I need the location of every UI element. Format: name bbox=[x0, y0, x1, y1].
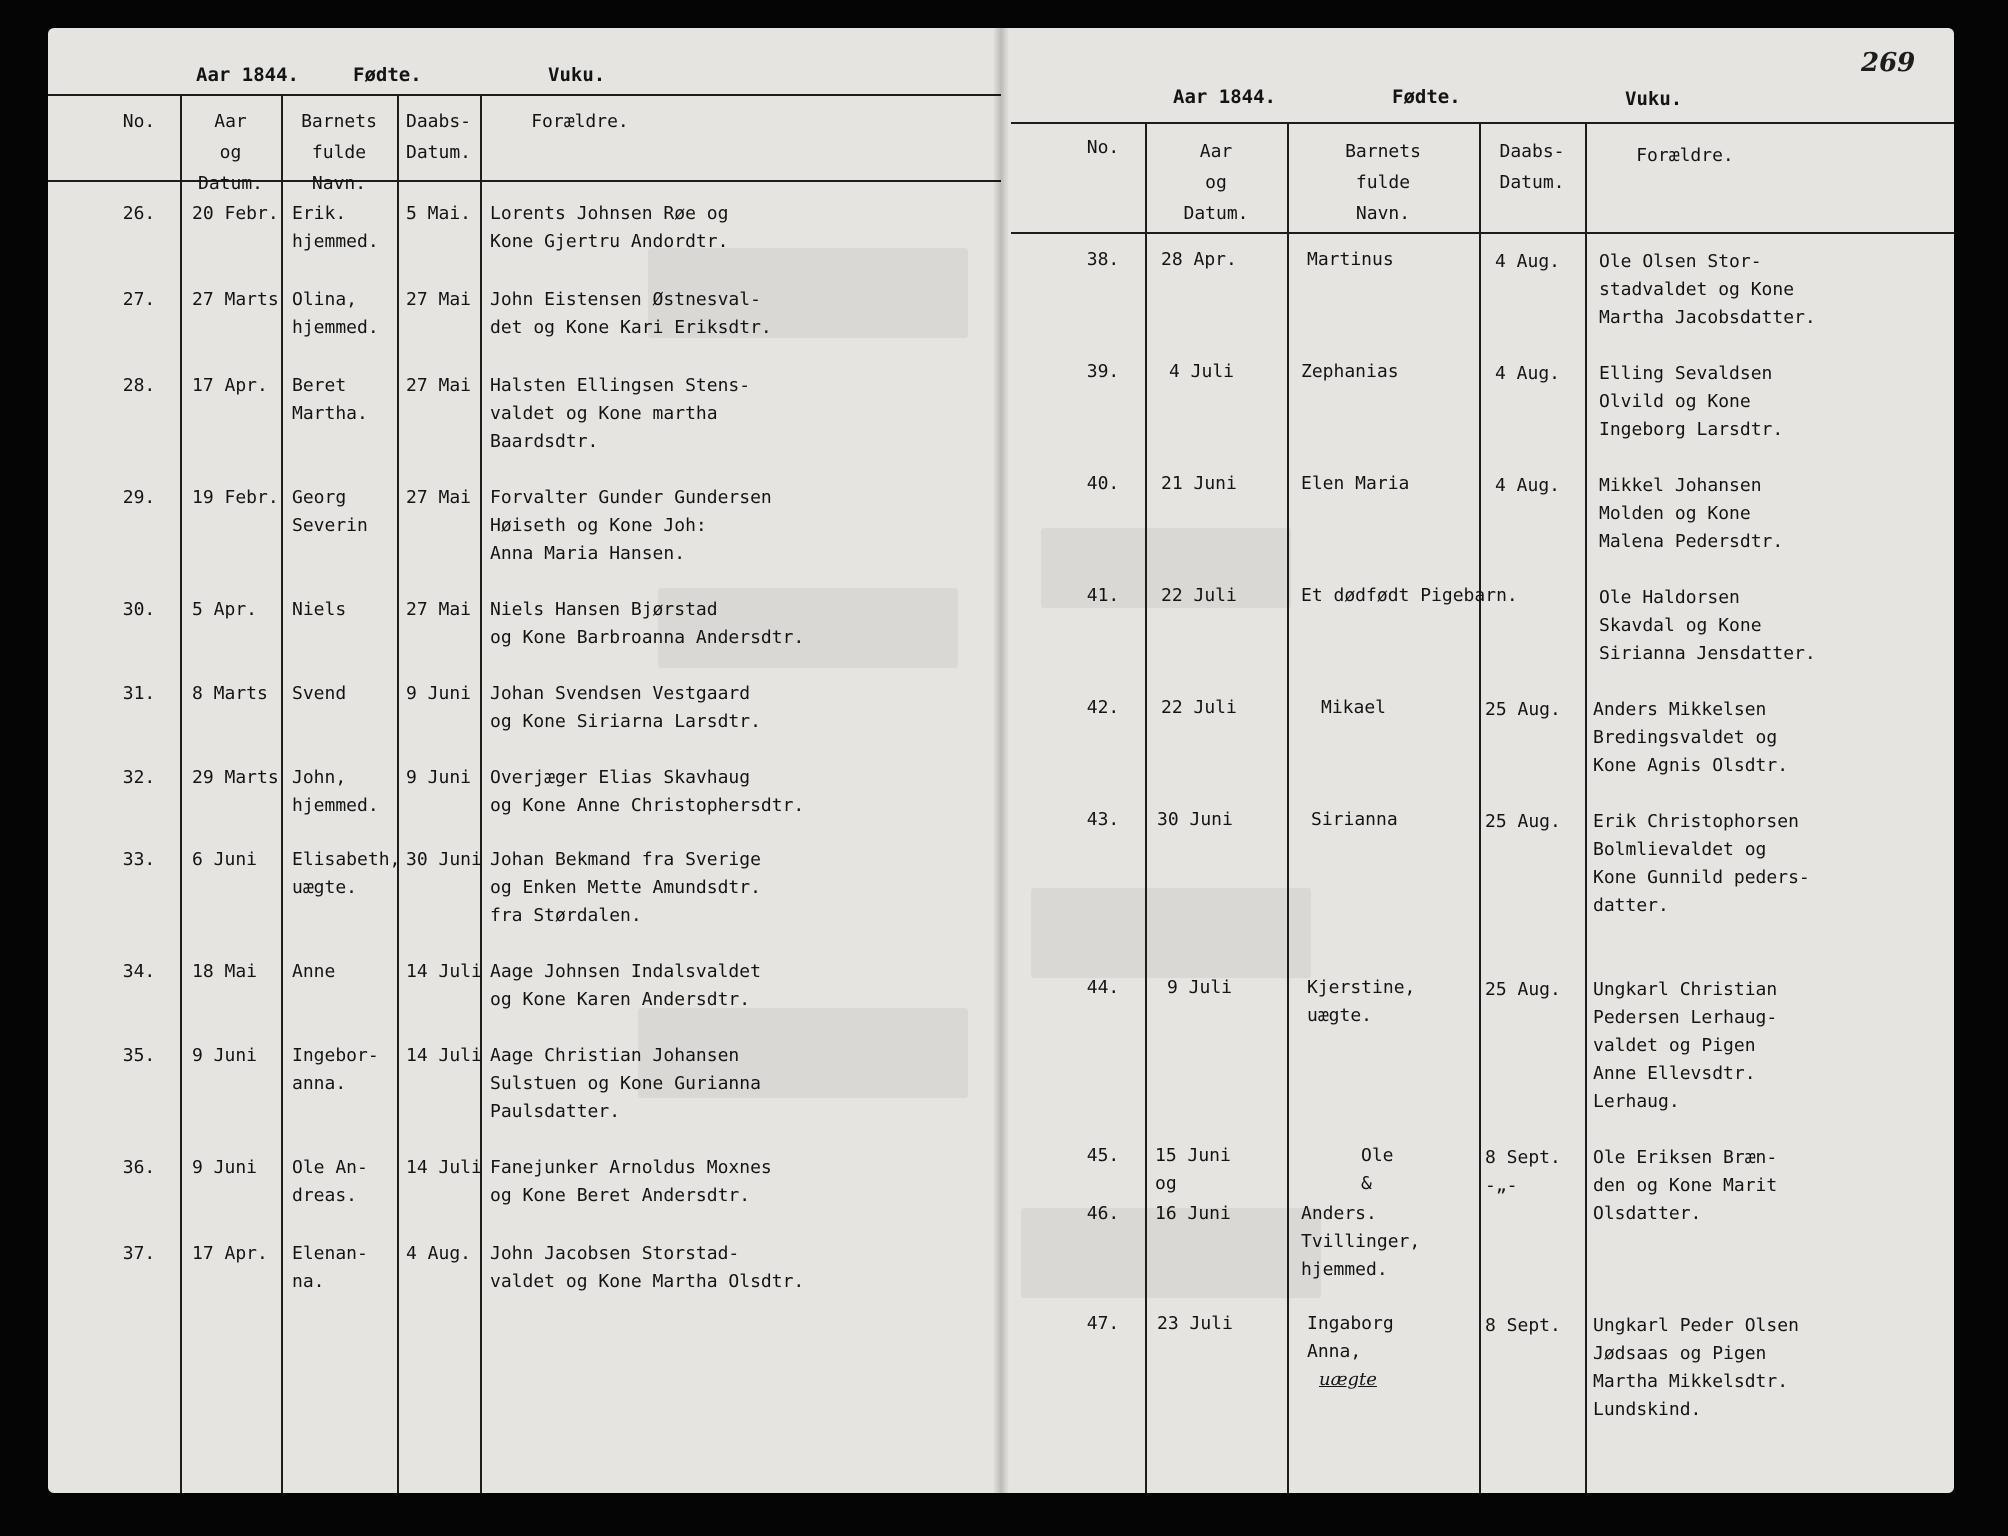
entry-no: 32. bbox=[122, 767, 156, 788]
left-page bbox=[48, 28, 1001, 1493]
entry-date: 15 Juni og bbox=[1155, 1145, 1231, 1194]
col-head-parents: Forældre. bbox=[1636, 145, 1734, 166]
entry-parents: Ungkarl Peder Olsen Jødsaas og Pigen Martha Mikkelsdtr. Lundskind. bbox=[1593, 1315, 1799, 1420]
book-gutter bbox=[993, 28, 1009, 1493]
col-head-no: No. bbox=[122, 111, 156, 132]
entry-date: 21 Juni bbox=[1161, 473, 1237, 494]
entry-parents: Ole Olsen Stor- stadvaldet og Kone Martha Jacobsdatter. bbox=[1599, 251, 1816, 328]
entry-no: 42. bbox=[1086, 697, 1120, 718]
entry-parents: John Eistensen Østnesval- det og Kone Kari Eriksdtr. bbox=[490, 289, 772, 338]
entry-no: 47. bbox=[1086, 1313, 1120, 1334]
col-head-no: No. bbox=[1086, 137, 1120, 158]
entry-baptism: 8 Sept. bbox=[1485, 1315, 1561, 1336]
entry-date: 30 Juni bbox=[1157, 809, 1233, 830]
entry-name: Beret Martha. bbox=[292, 375, 368, 424]
entry-date: 16 Juni bbox=[1155, 1203, 1231, 1224]
col-head-date: Aar og Datum. bbox=[197, 111, 264, 194]
entry-name: Kjerstine, uægte. bbox=[1307, 977, 1416, 1026]
entry-no: 46. bbox=[1086, 1203, 1120, 1224]
entry-date: 8 Marts bbox=[192, 683, 268, 704]
entry-date: 4 Juli bbox=[1169, 361, 1235, 382]
entry-name: Svend bbox=[292, 683, 347, 704]
entry-parents: Lorents Johnsen Røe og Kone Gjertru Andordtr. bbox=[490, 203, 729, 252]
entry-no: 27. bbox=[122, 289, 156, 310]
col-head-baptism: Daabs- Datum. bbox=[405, 111, 472, 163]
entry-date: 6 Juni bbox=[192, 849, 258, 870]
entry-name: John, hjemmed. bbox=[292, 767, 379, 816]
entry-parents: Ole Haldorsen Skavdal og Kone Sirianna Jensdatter. bbox=[1599, 587, 1816, 664]
entry-baptism: 25 Aug. bbox=[1485, 811, 1561, 832]
entry-parents: Johan Bekmand fra Sverige og Enken Mette Amundsdtr. fra Størdalen. bbox=[490, 849, 761, 926]
entry-date: 22 Juli bbox=[1161, 697, 1237, 718]
entry-date: 29 Marts bbox=[192, 767, 279, 788]
entry-no: 44. bbox=[1086, 977, 1120, 998]
entry-parents: Aage Christian Johansen Sulstuen og Kone Gurianna Paulsdatter. bbox=[490, 1045, 761, 1122]
entry-parents: Johan Svendsen Vestgaard og Kone Siriarna Larsdtr. bbox=[490, 683, 761, 732]
entry-date: 17 Apr. bbox=[192, 1243, 268, 1264]
entry-parents: Ole Eriksen Bræn- den og Kone Marit Olsdatter. bbox=[1593, 1147, 1778, 1224]
col-head-parents: Forældre. bbox=[531, 111, 629, 132]
entry-parents: Mikkel Johansen Molden og Kone Malena Pedersdtr. bbox=[1599, 475, 1784, 552]
entry-no: 39. bbox=[1086, 361, 1120, 382]
entry-name: Sirianna bbox=[1311, 809, 1398, 830]
entry-baptism: 27 Mai bbox=[406, 487, 472, 508]
entry-name: Ingebor- anna. bbox=[292, 1045, 379, 1094]
entry-baptism: 8 Sept. -„- bbox=[1485, 1147, 1561, 1196]
entry-parents: Halsten Ellingsen Stens- valdet og Kone martha Baardsdtr. bbox=[490, 375, 751, 452]
entry-baptism: 27 Mai bbox=[406, 599, 472, 620]
right-page bbox=[1001, 28, 1954, 1493]
entry-baptism: 4 Aug. bbox=[1495, 475, 1561, 496]
entry-name: Et dødfødt Pigebarn. bbox=[1301, 585, 1518, 606]
entry-baptism: 27 Mai bbox=[406, 289, 472, 310]
entry-name-note: uægte bbox=[1319, 1369, 1377, 1390]
page-number: 269 bbox=[1861, 48, 1916, 78]
entry-baptism: 25 Aug. bbox=[1485, 979, 1561, 1000]
entry-name: Olina, hjemmed. bbox=[292, 289, 379, 338]
right-header-year: Aar 1844. bbox=[1173, 86, 1276, 108]
entry-date: 27 Marts bbox=[192, 289, 279, 310]
entry-no: 26. bbox=[122, 203, 156, 224]
entry-date: 22 Juli bbox=[1161, 585, 1237, 606]
entry-date: 28 Apr. bbox=[1161, 249, 1237, 270]
entry-parents: Aage Johnsen Indalsvaldet og Kone Karen Andersdtr. bbox=[490, 961, 761, 1010]
entry-name: Anders. Tvillinger, hjemmed. bbox=[1301, 1203, 1421, 1280]
entry-no: 35. bbox=[122, 1045, 156, 1066]
right-header-section: Fødte. bbox=[1392, 86, 1461, 108]
entry-no: 34. bbox=[122, 961, 156, 982]
entry-no: 43. bbox=[1086, 809, 1120, 830]
col-head-date: Aar og Datum. bbox=[1183, 141, 1249, 224]
entry-no: 41. bbox=[1086, 585, 1120, 606]
entry-baptism: 14 Juli bbox=[406, 1045, 482, 1066]
entry-name: Elenan- na. bbox=[292, 1243, 368, 1292]
entry-date: 18 Mai bbox=[192, 961, 258, 982]
entry-name: Ingaborg Anna, bbox=[1307, 1313, 1394, 1362]
entry-parents: Overjæger Elias Skavhaug og Kone Anne Christophersdtr. bbox=[490, 767, 805, 816]
entry-no: 29. bbox=[122, 487, 156, 508]
entry-date: 20 Febr. bbox=[192, 203, 279, 224]
entry-date: 17 Apr. bbox=[192, 375, 268, 396]
entry-name: Elisabeth, uægte. bbox=[292, 849, 401, 898]
entry-no: 45. bbox=[1086, 1145, 1120, 1166]
entry-no: 37. bbox=[122, 1243, 156, 1264]
col-head-baptism: Daabs- Datum. bbox=[1499, 141, 1565, 193]
entry-baptism: 5 Mai. bbox=[406, 203, 472, 224]
entry-date: 5 Apr. bbox=[192, 599, 258, 620]
entry-parents: Ungkarl Christian Pedersen Lerhaug- valdet og Pigen Anne Ellevsdtr. Lerhaug. bbox=[1593, 979, 1778, 1112]
entry-no: 33. bbox=[122, 849, 156, 870]
entry-baptism: 14 Juli bbox=[406, 1157, 482, 1178]
entry-name: Georg Severin bbox=[292, 487, 368, 536]
entry-parents: Niels Hansen Bjørstad og Kone Barbroanna Andersdtr. bbox=[490, 599, 805, 648]
entry-name: Martinus bbox=[1307, 249, 1394, 270]
right-header-parish: Vuku. bbox=[1625, 88, 1683, 110]
ledger-book bbox=[48, 28, 1954, 1493]
entry-no: 40. bbox=[1086, 473, 1120, 494]
entry-baptism: 25 Aug. bbox=[1485, 699, 1561, 720]
entry-no: 36. bbox=[122, 1157, 156, 1178]
entry-name: Ole An- dreas. bbox=[292, 1157, 368, 1206]
left-header-year: Aar 1844. bbox=[196, 64, 299, 86]
entry-name: Erik. hjemmed. bbox=[292, 203, 379, 252]
entry-parents: Fanejunker Arnoldus Moxnes og Kone Beret Andersdtr. bbox=[490, 1157, 772, 1206]
entry-no: 28. bbox=[122, 375, 156, 396]
entry-baptism: 30 Juni bbox=[406, 849, 482, 870]
col-head-name: Barnets fulde Navn. bbox=[301, 111, 377, 194]
entry-name: Ole & bbox=[1361, 1145, 1394, 1194]
entry-baptism: 4 Aug. bbox=[406, 1243, 472, 1264]
entry-parents: Forvalter Gunder Gundersen Høiseth og Kone Joh: Anna Maria Hansen. bbox=[490, 487, 772, 564]
entry-baptism: 9 Juni bbox=[406, 683, 472, 704]
entry-baptism: 14 Juli bbox=[406, 961, 482, 982]
entry-name: Niels bbox=[292, 599, 347, 620]
entry-name: Elen Maria bbox=[1301, 473, 1410, 494]
entry-parents: John Jacobsen Storstad- valdet og Kone Martha Olsdtr. bbox=[490, 1243, 805, 1292]
left-header-parish: Vuku. bbox=[548, 64, 606, 86]
entry-date: 9 Juni bbox=[192, 1157, 258, 1178]
entry-baptism: 4 Aug. bbox=[1495, 363, 1561, 384]
entry-parents: Elling Sevaldsen Olvild og Kone Ingeborg Larsdtr. bbox=[1599, 363, 1784, 440]
entry-baptism: 9 Juni bbox=[406, 767, 472, 788]
entry-date: 9 Juli bbox=[1167, 977, 1233, 998]
entry-name: Zephanias bbox=[1301, 361, 1399, 382]
entry-parents: Erik Christophorsen Bolmlievaldet og Kone Gunnild peders- datter. bbox=[1593, 811, 1810, 916]
entry-date: 23 Juli bbox=[1157, 1313, 1233, 1334]
entry-date: 9 Juni bbox=[192, 1045, 258, 1066]
col-head-name: Barnets fulde Navn. bbox=[1345, 141, 1421, 224]
entry-name: Anne bbox=[292, 961, 336, 982]
entry-no: 30. bbox=[122, 599, 156, 620]
entry-name: Mikael bbox=[1321, 697, 1387, 718]
entry-baptism: 4 Aug. bbox=[1495, 251, 1561, 272]
entry-date: 19 Febr. bbox=[192, 487, 279, 508]
entry-baptism: 27 Mai bbox=[406, 375, 472, 396]
entry-parents: Anders Mikkelsen Bredingsvaldet og Kone Agnis Olsdtr. bbox=[1593, 699, 1789, 776]
entry-no: 31. bbox=[122, 683, 156, 704]
entry-no: 38. bbox=[1086, 249, 1120, 270]
left-header-section: Fødte. bbox=[353, 64, 422, 86]
